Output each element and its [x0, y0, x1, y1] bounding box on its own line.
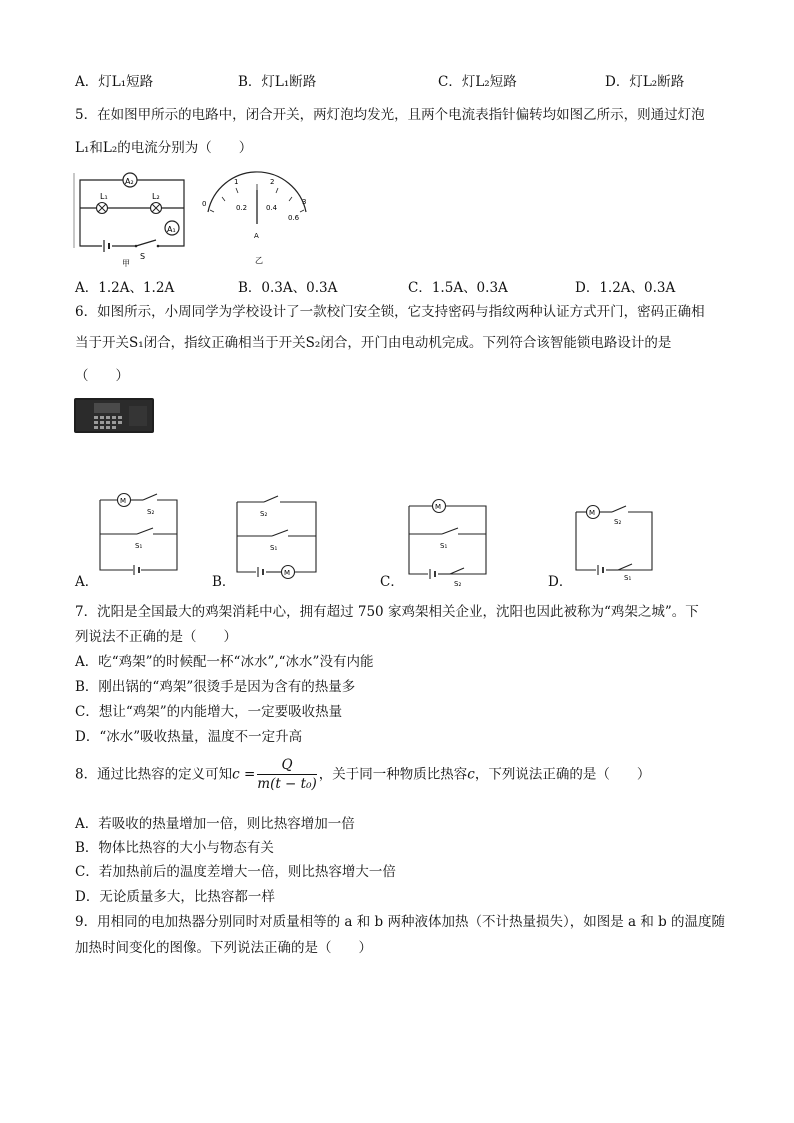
q8-stem	[75, 756, 650, 793]
option-letter: C．	[438, 74, 462, 90]
q8-option-c: C．若加热前后的温度差增大一倍，则比热容增大一倍	[75, 864, 396, 880]
switch-s2-symbol	[143, 494, 157, 500]
option-letter: A．	[75, 280, 99, 296]
q5-option-b	[238, 276, 337, 296]
q5-option-c	[408, 276, 508, 296]
option-text: 0.3A、0.3A	[261, 280, 338, 296]
q5-option-d	[575, 276, 675, 296]
top-tick-label: 3	[302, 198, 307, 206]
tick-label: 0	[202, 200, 207, 208]
lamp-l2-label: L₂	[152, 192, 160, 201]
switch-s-symbol	[135, 240, 160, 250]
option-letter: B．	[238, 74, 262, 90]
battery-symbol	[102, 240, 112, 252]
motor-label: M	[284, 569, 291, 577]
tick-label: 0.2	[236, 204, 248, 212]
q7-option-d: D．“冰水”吸收热量，温度不一定升高	[75, 729, 303, 745]
battery-symbol	[133, 564, 141, 576]
q8-option-d: D．无论质量多大，比热容都一样	[75, 889, 275, 905]
switch-s2-label: S₂	[260, 510, 268, 518]
option-text: 灯L₂断路	[629, 74, 685, 90]
switch-s1-label: S₁	[135, 542, 143, 550]
smart-lock-image	[74, 398, 154, 433]
q5-ammeter-dial	[200, 176, 315, 266]
q5-stem-line2: L₁和L₂的电流分别为（ ）	[75, 140, 253, 156]
switch-s1-symbol	[442, 528, 458, 534]
switch-s1-symbol	[618, 564, 632, 570]
switch-s2-symbol	[612, 506, 626, 512]
q4-option-b	[238, 70, 316, 90]
q4-option-a	[75, 70, 153, 90]
q5-circuit-figure	[72, 168, 187, 268]
option-letter: B．	[238, 280, 262, 296]
switch-s1-symbol	[272, 530, 288, 536]
q8-suffix2: ，下列说法正确的是（ ）	[474, 766, 651, 783]
top-tick-label: 1	[234, 178, 239, 186]
q9-stem-line2: 加热时间变化的图像。下列说法正确的是（ ）	[75, 940, 372, 956]
q6-option-a-letter: A．	[75, 574, 99, 590]
tick-label: 0.6	[288, 214, 300, 222]
battery-symbol	[256, 566, 266, 578]
q7-stem-line2: 列说法不正确的是（ ）	[75, 629, 237, 645]
q8-formula-numerator: Q	[257, 756, 317, 775]
top-tick-label: 2	[270, 178, 275, 186]
q8-option-a: A．若吸收的热量增加一倍，则比热容增加一倍	[75, 816, 355, 832]
motor-label: M	[589, 509, 596, 517]
q8-option-b: B．物体比热容的大小与物态有关	[75, 840, 274, 856]
q6-circuit-b	[232, 494, 327, 580]
q9-stem-line1: 9．用相同的电加热器分别同时对质量相等的 a 和 b 两种液体加热（不计热量损失），如图是 a 和 b 的温度随	[75, 914, 726, 930]
q6-stem-line3: （ ）	[75, 368, 129, 384]
q6-option-d-letter: D．	[548, 574, 573, 590]
ammeter-unit: A	[254, 232, 259, 240]
switch-s2-label: S₂	[614, 518, 622, 526]
switch-s1-symbol	[137, 528, 153, 534]
lamp-l2-symbol	[151, 203, 162, 214]
q7-stem-line1: 7．沈阳是全国最大的鸡架消耗中心，拥有超过 750 家鸡架相关企业，沈阳也因此被称为“鸡架之城”。下	[75, 604, 699, 620]
switch-s2-label: S₂	[454, 580, 462, 588]
ammeter-a2-label: A₂	[125, 177, 134, 186]
option-letter: D．	[605, 74, 630, 90]
q8-var-c: c	[467, 766, 475, 783]
q8-formula-fraction	[257, 756, 317, 793]
option-letter: A．	[75, 74, 99, 90]
q7-option-c: C．想让“鸡架”的内能增大，一定要吸收热量	[75, 704, 343, 720]
q8-formula-denominator: m(t − t₀)	[257, 776, 317, 792]
q4-option-c	[438, 70, 517, 90]
switch-s1-label: S₁	[624, 574, 632, 582]
switch-s2-label: S₂	[147, 508, 155, 516]
option-text: 灯L₂短路	[461, 74, 517, 90]
q5-stem-line1: 5．在如图甲所示的电路中，闭合开关，两灯泡均发光，且两个电流表指针偏转均如图乙所示，则通过灯泡	[75, 107, 705, 123]
motor-label: M	[120, 497, 127, 505]
motor-label: M	[435, 503, 442, 511]
fig-jia-label: 甲	[122, 259, 130, 268]
q6-option-c-letter: C．	[380, 574, 404, 590]
q6-option-b-letter: B．	[212, 574, 236, 590]
q8-suffix: ，关于同一种物质比热容	[318, 766, 468, 783]
q4-option-d	[605, 70, 684, 90]
q6-stem-line1: 6．如图所示，小周同学为学校设计了一款校门安全锁，它支持密码与指纹两种认证方式开门，密码正确相	[75, 304, 705, 320]
q6-stem-line2: 当于开关S₁闭合，指纹正确相当于开关S₂闭合，开门由电动机完成。下列符合该智能锁电路设计的是	[75, 335, 672, 351]
option-letter: C．	[408, 280, 432, 296]
switch-s2-symbol	[450, 568, 464, 574]
lamp-l1-label: L₁	[100, 192, 108, 201]
q8-prefix: 8．通过比热容的定义可知	[75, 766, 233, 783]
q5-option-a	[75, 276, 174, 296]
option-text: 1.2A、1.2A	[98, 280, 175, 296]
q7-option-a: A．吃“鸡架”的时候配一杯“冰水”,“冰水”没有内能	[75, 654, 374, 670]
switch-s1-label: S₁	[270, 544, 278, 552]
option-text: 1.5A、0.3A	[431, 280, 508, 296]
lamp-l1-symbol	[97, 203, 108, 214]
q6-circuit-d	[574, 500, 659, 582]
q6-circuit-c	[404, 494, 494, 588]
option-text: 灯L₁短路	[98, 74, 154, 90]
q6-circuit-a	[95, 488, 185, 578]
option-text: 1.2A、0.3A	[599, 280, 676, 296]
q7-option-b: B．刚出锅的“鸡架”很烫手是因为含有的热量多	[75, 679, 356, 695]
fig-yi-label: 乙	[255, 256, 263, 265]
switch-s1-label: S₁	[440, 542, 448, 550]
switch-s2-symbol	[264, 496, 278, 502]
ammeter-a1-label: A₁	[167, 225, 176, 234]
q8-formula-lhs: c =	[232, 766, 256, 783]
tick-label: 0.4	[266, 204, 278, 212]
switch-s-label: S	[140, 252, 146, 261]
option-text: 灯L₁断路	[261, 74, 317, 90]
option-letter: D．	[575, 280, 600, 296]
battery-symbol	[596, 564, 606, 576]
battery-symbol	[428, 568, 438, 580]
